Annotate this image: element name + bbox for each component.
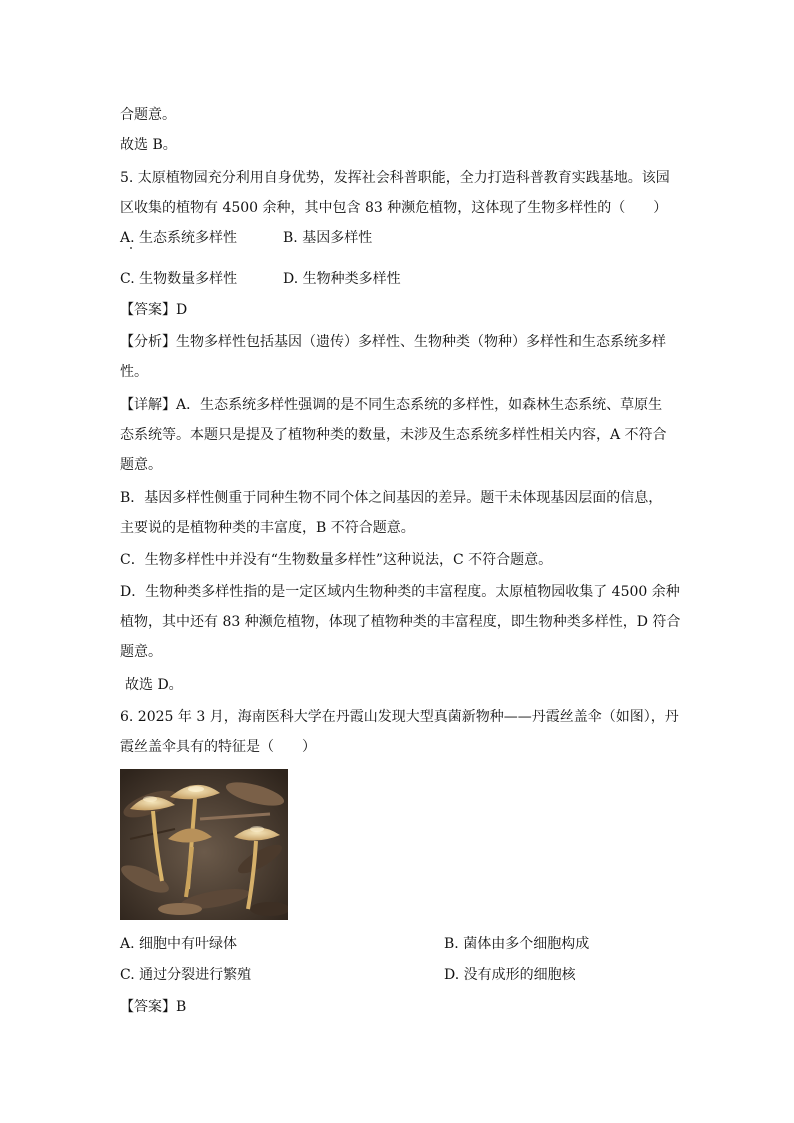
detail-line: C．生物多样性中并没有“生物数量多样性”这种说法，C 不符合题意。 bbox=[120, 552, 553, 568]
detail-line: 主要说的是植物种类的丰富度，B 不符合题意。 bbox=[120, 520, 415, 536]
detail-line: B．基因多样性侧重于同种生物不同个体之间基因的差异。题干未体现基因层面的信息， bbox=[120, 490, 663, 506]
stray-mark bbox=[130, 247, 132, 249]
detail-line: 题意。 bbox=[120, 457, 162, 473]
mushroom-photo bbox=[120, 769, 288, 920]
question-6-option-c: C. 通过分裂进行繁殖 bbox=[120, 967, 252, 983]
choice-line: 故选 D。 bbox=[125, 677, 183, 693]
detail-line: D．生物种类多样性指的是一定区域内生物种类的丰富程度。太原植物园收集了 4500 余种 bbox=[120, 584, 680, 600]
question-5-option-b: B. 基因多样性 bbox=[283, 230, 373, 246]
question-6-option-a: A. 细胞中有叶绿体 bbox=[120, 936, 238, 952]
question-6-stem: 霞丝盖伞具有的特征是（ ） bbox=[120, 739, 316, 755]
text-line: 合题意。 bbox=[120, 107, 176, 123]
detail-line: 【详解】A．生态系统多样性强调的是不同生态系统的多样性，如森林生态系统、草原生 bbox=[120, 397, 663, 413]
question-5-option-a: A. 生态系统多样性 bbox=[120, 230, 238, 246]
question-5-option-d: D. 生物种类多样性 bbox=[283, 271, 401, 287]
question-5-option-c: C. 生物数量多样性 bbox=[120, 271, 238, 287]
question-5-stem: 区收集的植物有 4500 余种，其中包含 83 种濒危植物，这体现了生物多样性的（ ） bbox=[120, 200, 668, 216]
analysis-line: 【分析】生物多样性包括基因（遗传）多样性、生物种类（物种）多样性和生态系统多样 bbox=[120, 334, 666, 350]
detail-line: 题意。 bbox=[120, 644, 162, 660]
question-6-stem: 6. 2025 年 3 月，海南医科大学在丹霞山发现大型真菌新物种——丹霞丝盖伞（如图），丹 bbox=[120, 709, 679, 725]
question-5-stem: 5. 太原植物园充分利用自身优势，发挥社会科普职能，全力打造科普教育实践基地。该园 bbox=[120, 170, 670, 186]
answer-line: 【答案】D bbox=[120, 302, 188, 318]
question-6-option-b: B. 菌体由多个细胞构成 bbox=[444, 936, 590, 952]
detail-line: 态系统等。本题只是提及了植物种类的数量，未涉及生态系统多样性相关内容，A 不符合 bbox=[120, 427, 667, 443]
question-6-option-d: D. 没有成形的细胞核 bbox=[444, 967, 576, 983]
analysis-line: 性。 bbox=[120, 364, 148, 380]
detail-line: 植物，其中还有 83 种濒危植物，体现了植物种类的丰富程度，即生物种类多样性，D 符合 bbox=[120, 614, 681, 630]
text-line: 故选 B。 bbox=[120, 137, 177, 153]
answer-line: 【答案】B bbox=[120, 999, 187, 1015]
